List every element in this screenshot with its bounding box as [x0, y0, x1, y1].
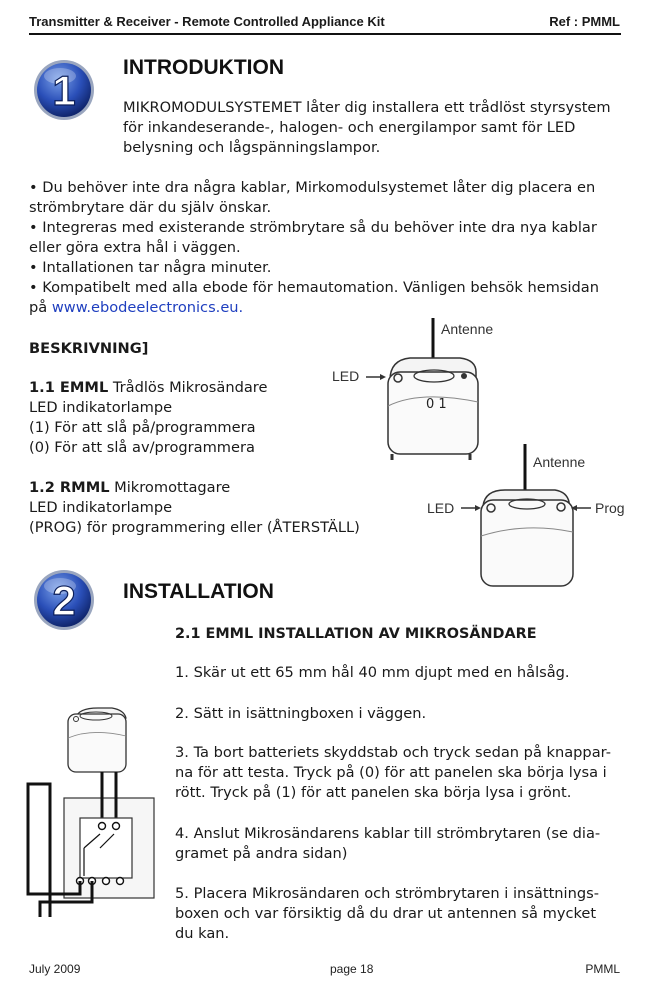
prog-label: Prog	[595, 500, 625, 516]
emml-code: 1.1 EMML	[29, 379, 109, 396]
section-2-number: 2	[52, 577, 76, 624]
footer-date: July 2009	[29, 962, 81, 976]
receiver-body	[481, 500, 573, 586]
step-line: gramet på andra sidan)	[175, 845, 348, 862]
intro-line: för inkandeserande-, halogen- och energilampor samt för LED	[123, 119, 576, 136]
step-line: du kan.	[175, 925, 230, 942]
section-1-number: 1	[52, 67, 76, 114]
intro-line: MIKROMODULSYSTEMET låter dig installera ett trådlöst styrsystem	[123, 99, 611, 116]
intro-paragraph	[123, 98, 611, 158]
step-line: boxen och var försiktig då du drar ut antennen så mycket	[175, 905, 597, 922]
rmml-line: LED indikatorlampe	[29, 499, 173, 516]
website-link[interactable]: www.ebodeelectronics.eu.	[51, 299, 244, 316]
transmitter-module	[68, 714, 126, 772]
rmml-description	[29, 478, 360, 538]
bullet-line: • Intallationen tar några minuter.	[29, 259, 272, 276]
installation-wiring-diagram	[20, 702, 160, 927]
intro-line: belysning och lågspänningslampor.	[123, 139, 381, 156]
emml-line: LED indikatorlampe	[29, 399, 173, 416]
button-markings: 0 1	[426, 397, 447, 412]
receiver-illustration	[425, 440, 635, 600]
header-divider	[29, 33, 621, 35]
rmml-name: Mikromottagare	[109, 479, 231, 496]
antenne-label: Antenne	[533, 454, 586, 470]
step-line: 5. Placera Mikrosändaren och strömbrytaren i insättnings-	[175, 885, 599, 902]
step-line: rött. Tryck på (1) för att panelen ska börja lysa i grönt.	[175, 784, 572, 801]
step-line: 3. Ta bort batteriets skyddstab och tryck sedan på knappar-	[175, 744, 611, 761]
step-line: 4. Anslut Mikrosändarens kablar till strömbrytaren (se dia-	[175, 825, 601, 842]
header-ref: Ref : PMML	[549, 14, 620, 29]
rmml-line: (PROG) för programmering eller (ÅTERSTÄLL)	[29, 519, 360, 536]
section-1-title: INTRODUKTION	[123, 56, 284, 79]
emml-description	[29, 378, 267, 458]
step-4	[175, 824, 600, 864]
led-label: LED	[332, 368, 360, 384]
emml-line: (1) För att slå på/programmera	[29, 419, 256, 436]
bullet-line: • Du behöver inte dra några kablar, Mirkomodulsystemet låter dig placera en	[29, 179, 596, 196]
step-line: 2. Sätt in isättningboxen i väggen.	[175, 705, 427, 722]
bullet-line: • Kompatibelt med alla ebode för hemautomation. Vänligen behsök hemsidan	[29, 279, 599, 296]
section-2-title: INSTALLATION	[123, 580, 274, 603]
feature-bullets	[29, 178, 599, 318]
led-label: LED	[427, 500, 455, 516]
emml-line: (0) För att slå av/programmera	[29, 439, 255, 456]
link-prefix: på	[29, 299, 52, 316]
footer-page-number: page 18	[330, 962, 374, 976]
step-2	[175, 704, 426, 724]
emml-name: Trådlös Mikrosändare	[108, 379, 268, 396]
step-line: 1. Skär ut ett 65 mm hål 40 mm djupt med en hålsåg.	[175, 664, 570, 681]
header-title: Transmitter & Receiver - Remote Controlled Appliance Kit	[29, 14, 385, 29]
antenne-label: Antenne	[441, 321, 494, 337]
step-5	[175, 884, 599, 944]
installation-subheading: 2.1 EMML INSTALLATION AV MIKROSÄNDARE	[175, 626, 537, 642]
bullet-line: • Integreras med existerande strömbrytare så du behöver inte dra nya kablar	[29, 219, 597, 236]
bullet-line: strömbrytare där du själv önskar.	[29, 199, 272, 216]
description-heading: BESKRIVNING]	[29, 340, 149, 357]
rmml-code: 1.2 RMML	[29, 479, 110, 496]
footer-code: PMML	[585, 962, 620, 976]
step-3	[175, 743, 611, 803]
step-line: na för att testa. Tryck på (0) för att panelen ska börja lysa i	[175, 764, 607, 781]
section-1-number-badge	[32, 58, 96, 122]
section-2-number-badge	[32, 568, 96, 632]
bullet-line: eller göra extra hål i väggen.	[29, 239, 241, 256]
step-1	[175, 663, 570, 683]
